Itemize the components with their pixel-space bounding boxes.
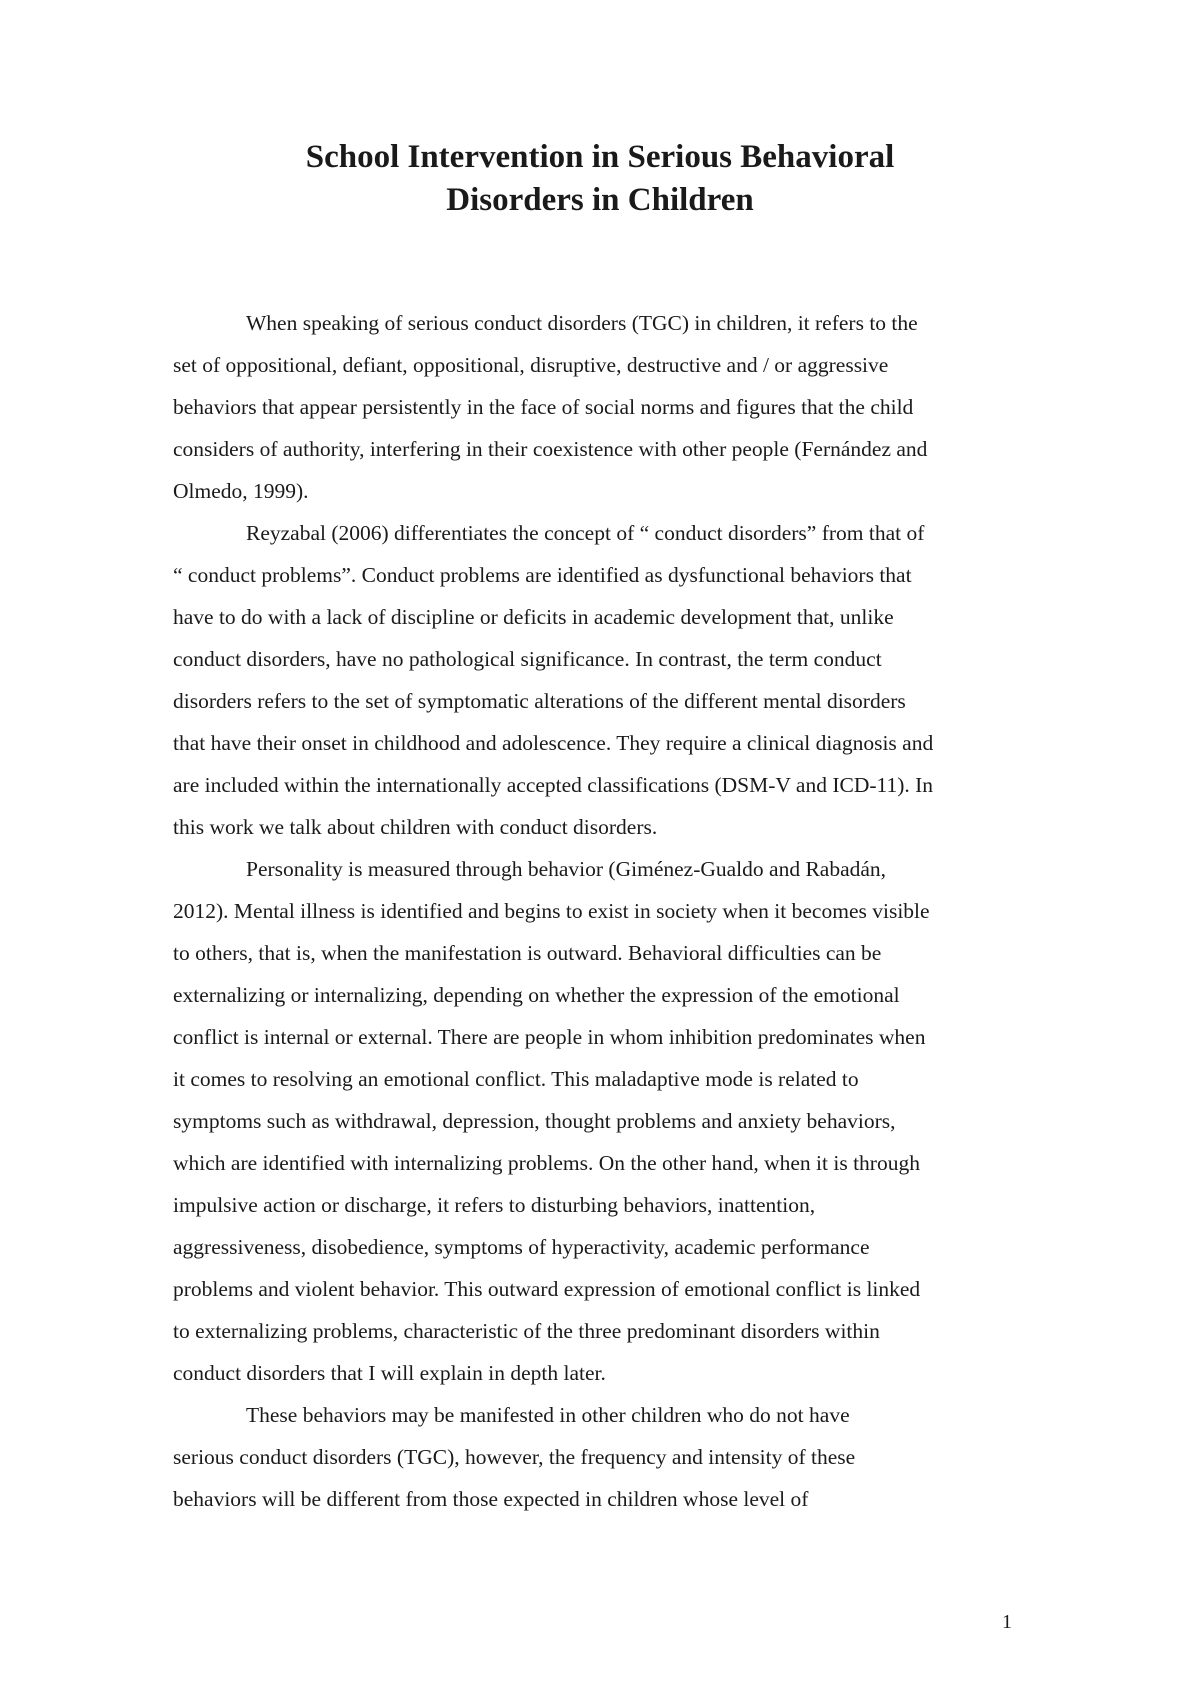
text-line: problems and violent behavior. This outward expression of emotional conflict is linked [173, 1277, 921, 1301]
text-line: When speaking of serious conduct disorders (TGC) in children, it refers to the [246, 311, 918, 335]
title-line: School Intervention in Serious Behavioral [305, 139, 895, 175]
document-title [0, 136, 1200, 222]
page-number: 1 [1002, 1611, 1012, 1633]
text-line: Reyzabal (2006) differentiates the concept of “ conduct disorders” from that of [246, 521, 925, 545]
text-line: impulsive action or discharge, it refers to disturbing behaviors, inattention, [173, 1193, 816, 1217]
text-line: Personality is measured through behavior (Giménez-Gualdo and Rabadán, [246, 857, 887, 881]
text-line: externalizing or internalizing, depending on whether the expression of the emotional [173, 983, 900, 1007]
text-line: 2012). Mental illness is identified and begins to exist in society when it becomes visible [173, 899, 930, 923]
text-line: behaviors will be different from those expected in children whose level of [173, 1487, 809, 1511]
text-line: considers of authority, interfering in their coexistence with other people (Fernández and [173, 437, 928, 461]
text-line: conflict is internal or external. There are people in whom inhibition predominates when [173, 1025, 926, 1049]
text-line: disorders refers to the set of symptomatic alterations of the different mental disorders [173, 689, 906, 713]
text-line: set of oppositional, defiant, oppositional, disruptive, destructive and / or aggressive [173, 353, 889, 377]
text-line: serious conduct disorders (TGC), however, the frequency and intensity of these [173, 1445, 856, 1469]
text-line: have to do with a lack of discipline or deficits in academic development that, unlike [173, 605, 894, 629]
text-line: which are identified with internalizing problems. On the other hand, when it is through [173, 1151, 920, 1175]
text-line: conduct disorders that I will explain in depth later. [173, 1361, 606, 1385]
text-line: “ conduct problems”. Conduct problems are identified as dysfunctional behaviors that [173, 563, 912, 587]
text-line: that have their onset in childhood and adolescence. They require a clinical diagnosis and [173, 731, 934, 755]
text-line: These behaviors may be manifested in other children who do not have [246, 1403, 850, 1427]
text-line: symptoms such as withdrawal, depression, thought problems and anxiety behaviors, [173, 1109, 896, 1133]
title-line: Disorders in Children [446, 182, 754, 218]
text-line: conduct disorders, have no pathological significance. In contrast, the term conduct [173, 647, 882, 671]
text-line: to externalizing problems, characteristic of the three predominant disorders within [173, 1319, 880, 1343]
text-line: this work we talk about children with conduct disorders. [173, 815, 658, 839]
text-line: it comes to resolving an emotional conflict. This maladaptive mode is related to [173, 1067, 859, 1091]
text-line: to others, that is, when the manifestation is outward. Behavioral difficulties can be [173, 941, 882, 965]
text-line: aggressiveness, disobedience, symptoms of hyperactivity, academic performance [173, 1235, 870, 1259]
text-line: are included within the internationally accepted classifications (DSM-V and ICD-11). In [173, 773, 934, 797]
text-line: Olmedo, 1999). [173, 479, 309, 503]
text-line: behaviors that appear persistently in the face of social norms and figures that the child [173, 395, 914, 419]
